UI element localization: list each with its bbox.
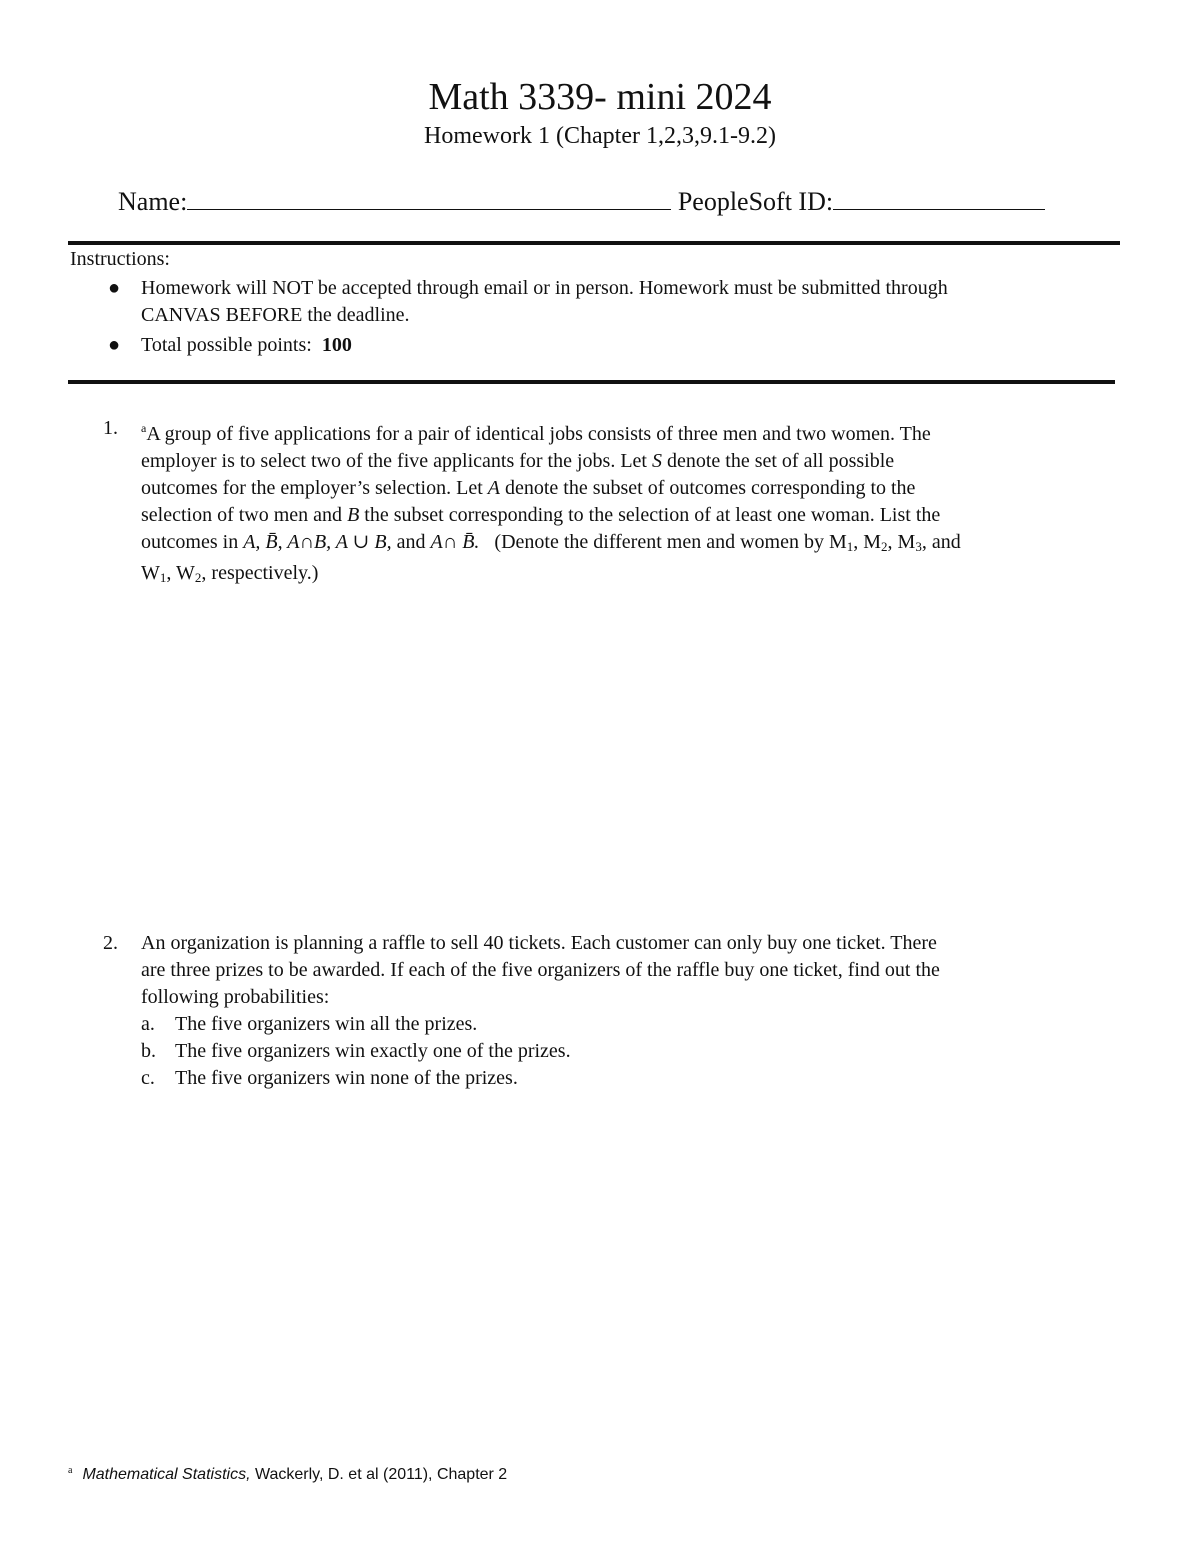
set-expression-last: A∩ B̄. xyxy=(430,531,480,553)
question-line: $W_1$, $W_2$, respectively.) xyxy=(141,562,319,585)
points-value: 100 xyxy=(321,334,352,356)
page-title: Math 3339- mini 2024 xyxy=(428,76,772,118)
question-line: selection of two men and B the subset corresponding to the selection of at least one woman. List the xyxy=(141,504,941,526)
question-line: outcomes for the employer’s selection. Let A denote the subset of outcomes corresponding to the xyxy=(141,477,916,499)
sub-question-text: The five organizers win all the prizes. xyxy=(175,1013,478,1035)
footnote-mark: a xyxy=(68,1465,73,1476)
question-number: 2. xyxy=(103,932,118,954)
question-line: An organization is planning a raffle to sell 40 tickets. Each customer can only buy one ticket. There xyxy=(141,932,937,954)
sub-question xyxy=(141,1011,1113,1038)
question-number: 1. xyxy=(103,417,118,439)
sub-question xyxy=(141,1038,1113,1065)
footnote-book-title: Mathematical Statistics, xyxy=(82,1466,251,1483)
question-body xyxy=(141,415,1113,591)
sub-question-list xyxy=(141,1011,1113,1092)
bullet-icon: ● xyxy=(108,334,121,356)
instructions-list xyxy=(70,275,1130,359)
sub-question-text: The five organizers win none of the prizes. xyxy=(175,1067,518,1089)
question-line: $^a$A group of five applications for a pair of identical jobs consists of three men and two women. The xyxy=(141,421,931,445)
question-line: outcomes in A, B̄, A∩B, A ∪ B, and A∩ B̄. (Denote the different men and women by $M_1$, $M_2$, $M_3$, and xyxy=(141,531,961,554)
question-line: are three prizes to be awarded. If each of the five organizers of the raffle buy one ticket, find out the xyxy=(141,959,940,981)
instructions-heading: Instructions: xyxy=(70,248,170,270)
bullet-icon: ● xyxy=(108,277,121,299)
points-label: Total possible points: xyxy=(141,334,312,356)
bottom-divider xyxy=(68,380,1115,384)
footnote-citation: Wackerly, D. et al (2011), Chapter 2 xyxy=(250,1466,508,1483)
sub-question-label: a. xyxy=(141,1013,155,1035)
peoplesoft-id-label: PeopleSoft ID: xyxy=(677,187,834,216)
question-2 xyxy=(103,930,1113,1092)
question-line: employer is to select two of the five applicants for the jobs. Let S denote the set of all possible xyxy=(141,450,895,472)
sub-question-label: c. xyxy=(141,1067,155,1089)
name-id-line xyxy=(118,183,1045,220)
footnote-mark: a xyxy=(141,421,147,435)
top-divider xyxy=(68,241,1120,245)
instruction-text-line: CANVAS BEFORE the deadline. xyxy=(141,304,410,326)
instruction-item xyxy=(70,332,1130,359)
question-1 xyxy=(103,415,1113,591)
instruction-item xyxy=(70,275,1130,329)
instruction-text-line: Homework will NOT be accepted through email or in person. Homework must be submitted through xyxy=(141,277,948,299)
name-blank[interactable] xyxy=(187,183,671,210)
sub-question-label: b. xyxy=(141,1040,156,1062)
question-line: following probabilities: xyxy=(141,986,330,1008)
page-subtitle: Homework 1 (Chapter 1,2,3,9.1-9.2) xyxy=(424,123,776,149)
set-expressions: A, B̄, A∩B, A ∪ B, xyxy=(243,531,392,553)
peoplesoft-id-blank[interactable] xyxy=(833,183,1045,210)
sub-question xyxy=(141,1065,1113,1092)
sub-question-text: The five organizers win exactly one of the prizes. xyxy=(175,1040,571,1062)
instructions-section xyxy=(70,246,1130,362)
question-body xyxy=(141,930,1113,1011)
name-label: Name: xyxy=(118,187,188,216)
footnote xyxy=(68,1460,507,1486)
